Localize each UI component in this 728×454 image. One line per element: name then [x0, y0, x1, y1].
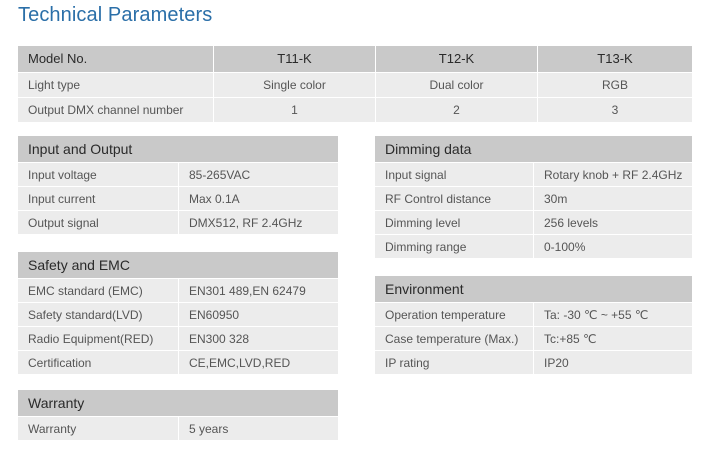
row-label: Output signal	[28, 216, 99, 230]
row-value: 85-265VAC	[178, 163, 338, 186]
input-output-section	[18, 136, 338, 234]
row-value: Tc:+85 ℃	[533, 327, 692, 350]
header-model-no: Model No.	[28, 51, 88, 66]
row-label: Output DMX channel number	[28, 103, 184, 117]
row-label: Dimming range	[385, 240, 467, 254]
row-label: IP rating	[385, 356, 430, 370]
table-row	[18, 416, 338, 440]
row-value: RGB	[537, 73, 692, 97]
table-row	[18, 97, 692, 122]
row-label: Input current	[28, 192, 96, 206]
row-label: Certification	[28, 356, 92, 370]
table-row	[18, 278, 338, 302]
table-row	[18, 326, 338, 350]
table-row	[375, 326, 692, 350]
row-label: Input voltage	[28, 168, 97, 182]
table-row	[18, 186, 338, 210]
table-row	[375, 302, 692, 326]
row-label: Dimming level	[385, 216, 461, 230]
model-table-header	[18, 46, 692, 72]
header-t12k: T12-K	[375, 46, 537, 72]
row-value: Ta: -30 ℃ ~ +55 ℃	[533, 303, 692, 326]
row-label: Input signal	[385, 168, 447, 182]
row-label: Light type	[28, 78, 81, 92]
row-value: 30m	[533, 187, 692, 210]
row-value: DMX512, RF 2.4GHz	[178, 211, 338, 234]
row-label: Case temperature (Max.)	[385, 332, 519, 346]
table-row	[18, 210, 338, 234]
page-title: Technical Parameters	[18, 4, 213, 26]
model-table	[18, 46, 692, 122]
row-value: 2	[375, 98, 537, 122]
table-row	[18, 350, 338, 374]
row-label: Warranty	[28, 422, 77, 436]
section-title: Environment	[375, 276, 692, 302]
row-value: 0-100%	[533, 235, 692, 258]
warranty-section	[18, 390, 338, 440]
header-t11k: T11-K	[213, 46, 375, 72]
section-title: Warranty	[18, 390, 338, 416]
section-title: Safety and EMC	[18, 252, 338, 278]
section-title: Input and Output	[18, 136, 338, 162]
row-value: Rotary knob + RF 2.4GHz	[533, 163, 692, 186]
table-row	[375, 186, 692, 210]
row-value: EN60950	[178, 303, 338, 326]
environment-section	[375, 276, 692, 374]
row-label: Safety standard(LVD)	[28, 308, 143, 322]
row-value: Dual color	[375, 73, 537, 97]
row-value: 5 years	[178, 417, 338, 440]
row-value: EN300 328	[178, 327, 338, 350]
table-row	[375, 162, 692, 186]
row-label: EMC standard (EMC)	[28, 284, 143, 298]
table-row	[18, 72, 692, 97]
row-value: Max 0.1A	[178, 187, 338, 210]
row-value: 256 levels	[533, 211, 692, 234]
dimming-section	[375, 136, 692, 258]
row-value: IP20	[533, 351, 692, 374]
safety-emc-section	[18, 252, 338, 374]
row-label: Radio Equipment(RED)	[28, 332, 154, 346]
row-label: Operation temperature	[385, 308, 506, 322]
row-label: RF Control distance	[385, 192, 492, 206]
table-row	[375, 234, 692, 258]
table-row	[18, 302, 338, 326]
table-row	[18, 162, 338, 186]
row-value: Single color	[213, 73, 375, 97]
row-value: 3	[537, 98, 692, 122]
row-value: CE,EMC,LVD,RED	[178, 351, 338, 374]
header-t13k: T13-K	[537, 46, 692, 72]
row-value: 1	[213, 98, 375, 122]
table-row	[375, 350, 692, 374]
row-value: EN301 489,EN 62479	[178, 279, 338, 302]
table-row	[375, 210, 692, 234]
section-title: Dimming data	[375, 136, 692, 162]
